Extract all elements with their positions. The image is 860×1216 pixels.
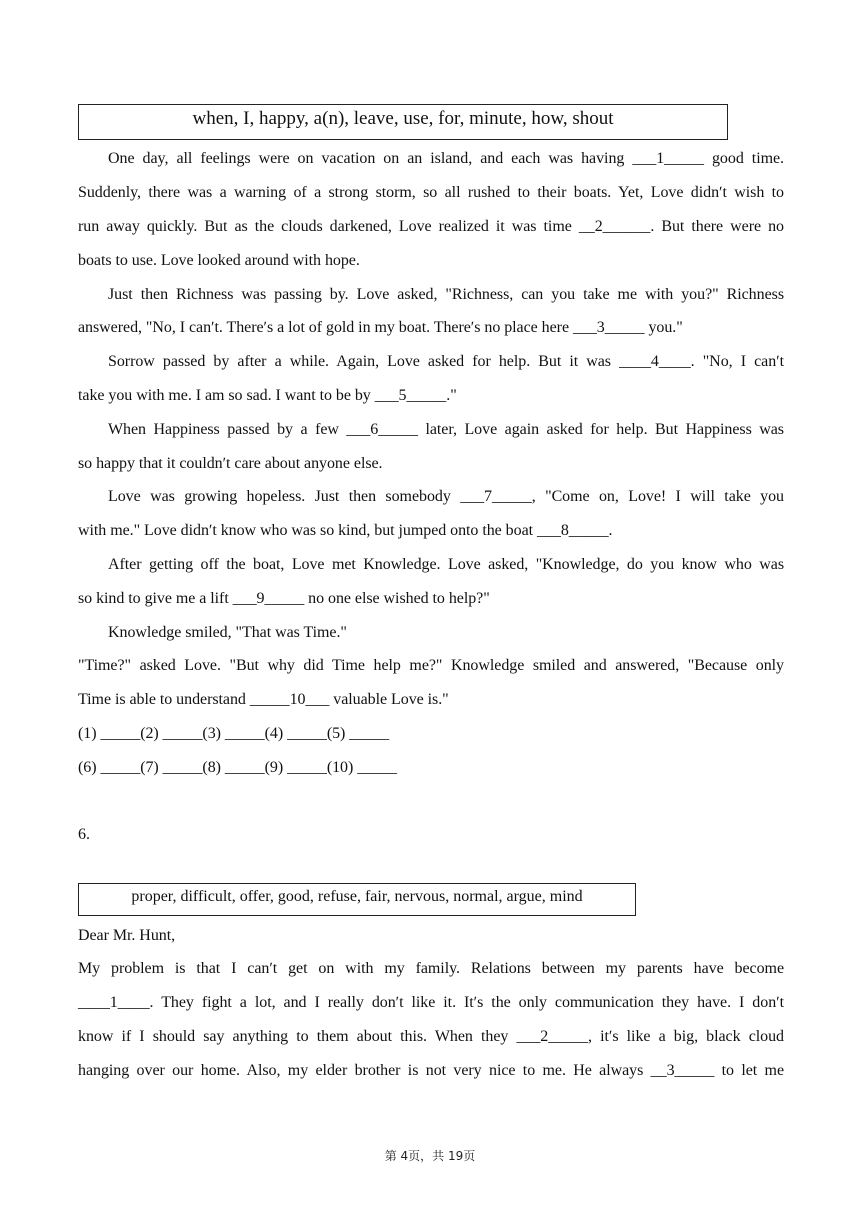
passage-1-line-10: so happy that it couldnʹt care about anyone else. — [78, 455, 383, 472]
passage-1-line-11: Love was growing hopeless. Just then somebody ___7_____, "Come on, Love! I will take you — [108, 488, 784, 505]
passage-1-line-9: When Happiness passed by a few ___6_____ later, Love again asked for help. But Happiness was — [108, 421, 784, 438]
passage-1-line-5: Just then Richness was passing by. Love asked, "Richness, can you take me with you?" Richness — [108, 286, 784, 303]
passage-1-line-3: run away quickly. But as the clouds darkened, Love realized it was time __2______. But there were no — [78, 218, 784, 235]
answer-blanks-row-1: (1) _____(2) _____(3) _____(4) _____(5) _____ — [78, 725, 390, 742]
passage-2-line-2: ____1____. They fight a lot, and I really donʹt like it. Itʹs the only communication they have. I donʹt — [78, 994, 784, 1011]
answer-blanks-row-2: (6) _____(7) _____(8) _____(9) _____(10) _____ — [78, 759, 397, 776]
passage-1-line-14: so kind to give me a lift ___9_____ no one else wished to help?" — [78, 590, 490, 607]
word-bank-box-1: when, I, happy, a(n), leave, use, for, minute, how, shout — [78, 104, 728, 140]
passage-1-line-4: boats to use. Love looked around with hope. — [78, 252, 360, 269]
passage-2-line-4: hanging over our home. Also, my elder brother is not very nice to me. He always __3_____ to let me — [78, 1062, 784, 1079]
passage-1-line-15: Knowledge smiled, "That was Time." — [108, 624, 347, 641]
passage-1-line-16: "Time?" asked Love. "But why did Time help me?" Knowledge smiled and answered, "Because only — [78, 657, 784, 674]
question-number: 6. — [78, 826, 90, 843]
passage-1-line-8: take you with me. I am so sad. I want to be by ___5_____." — [78, 387, 457, 404]
passage-2-line-1: My problem is that I canʹt get on with my family. Relations between my parents have become — [78, 960, 784, 977]
passage-1-line-6: answered, "No, I canʹt. Thereʹs a lot of gold in my boat. Thereʹs no place here ___3_____ you." — [78, 319, 683, 336]
passage-1-line-1: One day, all feelings were on vacation on an island, and each was having ___1_____ good time. — [108, 150, 784, 167]
passage-1-line-17: Time is able to understand _____10___ valuable Love is." — [78, 691, 449, 708]
passage-1-line-13: After getting off the boat, Love met Knowledge. Love asked, "Knowledge, do you know who was — [108, 556, 784, 573]
page-footer: 第 4页，共 19页 — [384, 1149, 476, 1163]
passage-1-line-12: with me." Love didnʹt know who was so kind, but jumped onto the boat ___8_____. — [78, 522, 613, 539]
word-bank-box-2: proper, difficult, offer, good, refuse, fair, nervous, normal, argue, mind — [78, 883, 636, 916]
passage-1-line-7: Sorrow passed by after a while. Again, Love asked for help. But it was ____4____. "No, I canʹt — [108, 353, 784, 370]
passage-2-line-3: know if I should say anything to them about this. When they ___2_____, itʹs like a big, black cloud — [78, 1028, 784, 1045]
letter-salutation: Dear Mr. Hunt, — [78, 927, 176, 944]
passage-1-line-2: Suddenly, there was a warning of a strong storm, so all rushed to their boats. Yet, Love didnʹt wish to — [78, 184, 784, 201]
